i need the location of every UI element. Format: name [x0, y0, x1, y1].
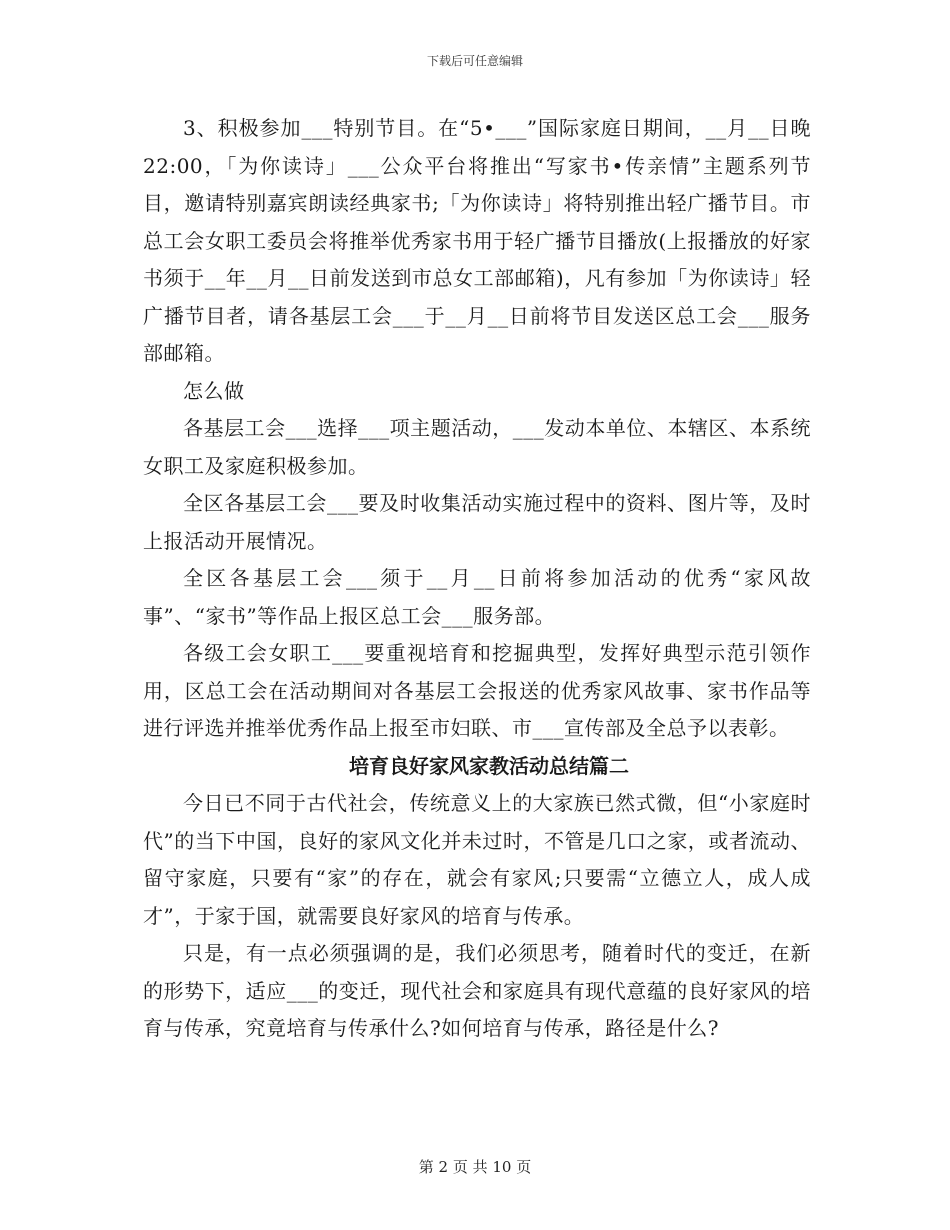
paragraph-collect-materials: 全区各基层工会___要及时收集活动实施过程中的资料、图片等，及时上报活动开展情况。: [143, 491, 811, 553]
page-number: 第 2 页 共 10 页: [418, 1158, 532, 1176]
page-header: 下载后可任意编辑: [426, 54, 523, 68]
document-body: [143, 110, 811, 1048]
paragraph-how-to: 怎么做: [183, 378, 245, 403]
paragraph-choose-activity: 各基层工会___选择___项主题活动，___发动本单位、本辖区、本系统女职工及家庭积极参加。: [143, 416, 811, 478]
section-title: 培育良好家风家教活动总结篇二: [349, 753, 629, 778]
paragraph-submit-works: 全区各基层工会___须于__月__日前将参加活动的优秀“家风故事”、“家书”等作品上报区总工会___服务部。: [143, 566, 811, 628]
paragraph-family-era: 今日已不同于古代社会，传统意义上的大家族已然式微，但“小家庭时代”的当下中国，良好的家风文化并未过时，不管是几口之家，或者流动、留守家庭，只要有“家”的存在，就会有家风;只要需“立德立人，成人成才”，于家于国，就需要良好家风的培育与传承。: [143, 791, 811, 928]
paragraph-program-details: 3、积极参加___特别节目。在“5•___”国际家庭日期间，__月__日晚22:00，「为你读诗」___公众平台将推出“写家书•传亲情”主题系列节目，邀请特别嘉宾朗读经典家书;「为你读诗」将特别推出轻广播节目。市总工会女职工委员会将推举优秀家书用于轻广播节目播放(上报播放的好家书须于__年__月__日前发送到市总女工部邮箱)，凡有参加「为你读诗」轻广播节目者，请各基层工会___于__月__日前将节目发送区总工会___服务部邮箱。: [143, 116, 811, 365]
paragraph-inheritance: 只是，有一点必须强调的是，我们必须思考，随着时代的变迁，在新的形势下，适应___的变迁，现代社会和家庭具有现代意蕴的良好家风的培育与传承，究竟培育与传承什么?如何培育与传承，路径是什么?: [143, 941, 811, 1040]
paragraph-commendation: 各级工会女职工___要重视培育和挖掘典型，发挥好典型示范引领作用，区总工会在活动期间对各基层工会报送的优秀家风故事、家书作品等进行评选并推举优秀作品上报至市妇联、市___宣传部及全总予以表彰。: [143, 641, 811, 740]
